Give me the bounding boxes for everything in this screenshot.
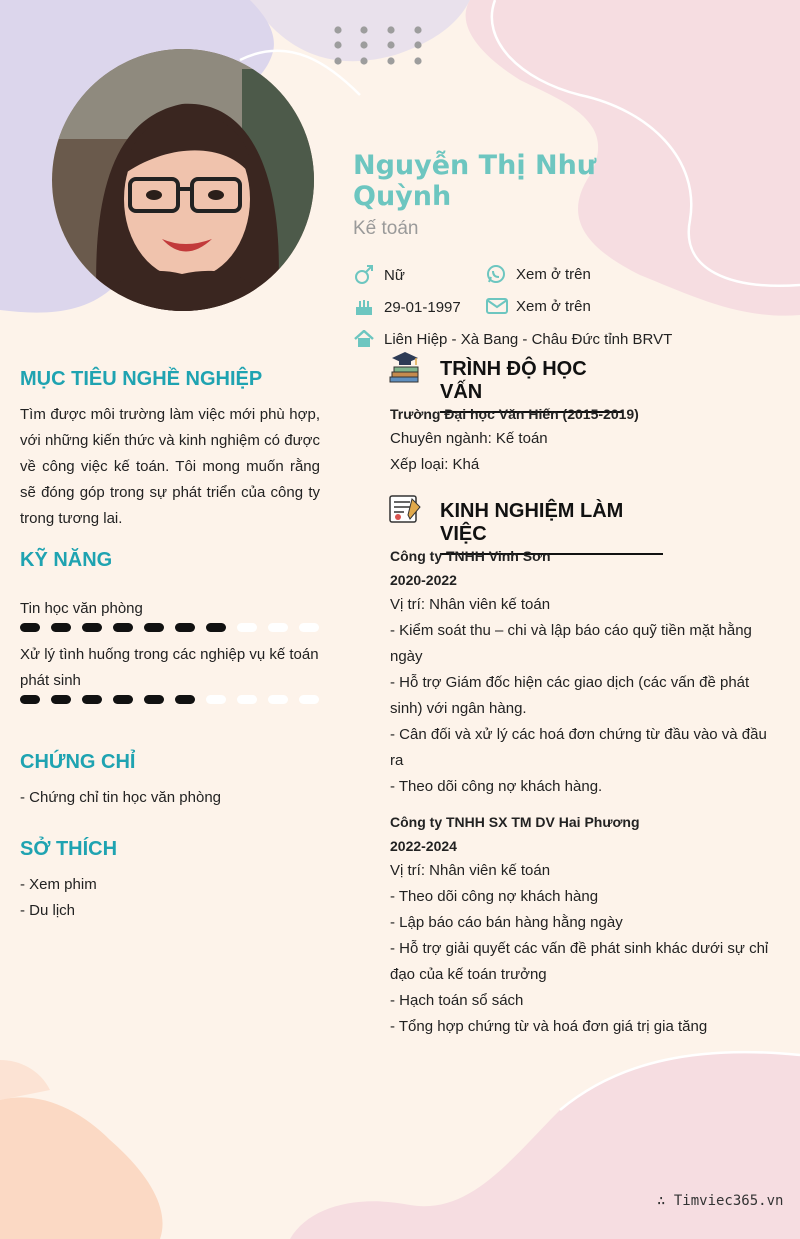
skill-dash-filled bbox=[51, 695, 71, 704]
skill-dash-filled bbox=[144, 623, 164, 632]
job-duty: - Lập báo cáo bán hàng hằng ngày bbox=[390, 914, 623, 931]
job-duty: - Theo dõi công nợ khách hàng. bbox=[390, 778, 603, 795]
skill-dash-empty bbox=[237, 695, 257, 704]
job-duty: - Kiểm soát thu – chi và lập báo cáo quỹ tiền mặt hằng ngày bbox=[390, 622, 752, 665]
birthday-cake-icon bbox=[354, 297, 384, 317]
skill-dash-filled bbox=[113, 623, 133, 632]
skill-dash-empty bbox=[299, 695, 319, 704]
skill-dash-filled bbox=[82, 695, 102, 704]
job-position: Vị trí: Nhân viên kế toán bbox=[390, 596, 551, 613]
job-duty: - Theo dõi công nợ khách hàng bbox=[390, 888, 599, 905]
envelope-icon bbox=[486, 297, 516, 315]
job-position: Vị trí: Nhân viên kế toán bbox=[390, 862, 551, 879]
skill-name: Tin học văn phòng bbox=[20, 600, 143, 617]
graduation-books-icon bbox=[388, 350, 422, 389]
skill-level-bar bbox=[20, 623, 319, 632]
skill-dash-filled bbox=[82, 623, 102, 632]
certificates-heading: CHỨNG CHỈ bbox=[20, 751, 136, 773]
company-name: Công ty TNHH SX TM DV Hai Phương bbox=[390, 814, 640, 830]
grade: Xếp loại: Khá bbox=[390, 456, 480, 473]
job-title: Kế toán bbox=[353, 218, 419, 239]
home-icon bbox=[354, 330, 384, 348]
email-value: Xem ở trên bbox=[516, 297, 591, 315]
address-value: Liên Hiệp - Xà Bang - Châu Đức tỉnh BRVT bbox=[384, 330, 673, 348]
job-duty: - Hỗ trợ giải quyết các vấn đề phát sinh khác dưới sự chỉ đạo của kế toán trưởng bbox=[390, 940, 769, 983]
skill-level-bar bbox=[20, 695, 319, 704]
company-name: Công ty TNHH Vinh Sơn bbox=[390, 548, 551, 564]
job-duty: - Cân đối và xử lý các hoá đơn chứng từ đầu vào và đầu ra bbox=[390, 726, 767, 769]
skill-dash-filled bbox=[175, 695, 195, 704]
job-duty: - Tổng hợp chứng từ và hoá đơn giá trị gia tăng bbox=[390, 1018, 708, 1035]
skill-dash-empty bbox=[206, 695, 226, 704]
job-period: 2020-2022 bbox=[390, 572, 457, 588]
birthday-row bbox=[354, 297, 461, 317]
profile-photo bbox=[52, 49, 314, 311]
skills-heading: KỸ NĂNG bbox=[20, 549, 113, 571]
skill-name: Xử lý tình huống trong các nghiệp vụ kế toán phát sinh bbox=[20, 646, 319, 689]
certificate-item: - Chứng chỉ tin học văn phòng bbox=[20, 789, 221, 806]
dot-grid-decoration bbox=[332, 24, 428, 68]
objective-text: Tìm được môi trường làm việc mới phù hợp, với những kiến thức và kinh nghiệm có được về công việc kế toán. Tôi mong muốn rằng sẽ đóng góp trong sự phát triển của công ty trong tương lai. bbox=[20, 406, 320, 527]
job-period: 2022-2024 bbox=[390, 838, 457, 854]
birthday-value: 29-01-1997 bbox=[384, 298, 461, 316]
job-duty: - Hạch toán sổ sách bbox=[390, 992, 524, 1009]
hobby-item: - Xem phim bbox=[20, 876, 97, 893]
school-name: Trường Đại học Văn Hiến (2015-2019) bbox=[390, 406, 639, 422]
major: Chuyên ngành: Kế toán bbox=[390, 430, 548, 447]
skill-dash-filled bbox=[20, 695, 40, 704]
gender-row bbox=[354, 264, 405, 286]
job-duty: - Hỗ trợ Giám đốc hiện các giao dịch (các vấn đề phát sinh) với ngân hàng. bbox=[390, 674, 750, 717]
skill-dash-filled bbox=[113, 695, 133, 704]
gender-icon bbox=[354, 264, 384, 286]
skill-dash-filled bbox=[51, 623, 71, 632]
skill-dash-filled bbox=[175, 623, 195, 632]
candidate-name: Nguyễn Thị Như Quỳnh bbox=[353, 150, 597, 212]
footer-brand: ∴ Timviec365.vn bbox=[657, 1193, 784, 1209]
objective-heading: MỤC TIÊU NGHỀ NGHIỆP bbox=[20, 368, 263, 390]
skill-dash-filled bbox=[144, 695, 164, 704]
skill-dash-empty bbox=[268, 623, 288, 632]
skill-dash-filled bbox=[206, 623, 226, 632]
skill-dash-empty bbox=[268, 695, 288, 704]
phone-value: Xem ở trên bbox=[516, 265, 591, 283]
skill-dash-filled bbox=[20, 623, 40, 632]
email-row bbox=[486, 297, 591, 315]
hobbies-heading: SỞ THÍCH bbox=[20, 838, 118, 860]
phone-row bbox=[486, 264, 591, 284]
work-documents-icon bbox=[388, 493, 422, 530]
hobby-item: - Du lịch bbox=[20, 902, 76, 919]
skill-dash-empty bbox=[237, 623, 257, 632]
phone-icon bbox=[486, 264, 516, 284]
skill-dash-empty bbox=[299, 623, 319, 632]
experience-heading: KINH NGHIỆM LÀM VIỆC bbox=[440, 500, 663, 555]
address-row bbox=[354, 330, 672, 348]
gender-value: Nữ bbox=[384, 266, 405, 284]
education-heading: TRÌNH ĐỘ HỌC VẤN bbox=[440, 358, 623, 413]
